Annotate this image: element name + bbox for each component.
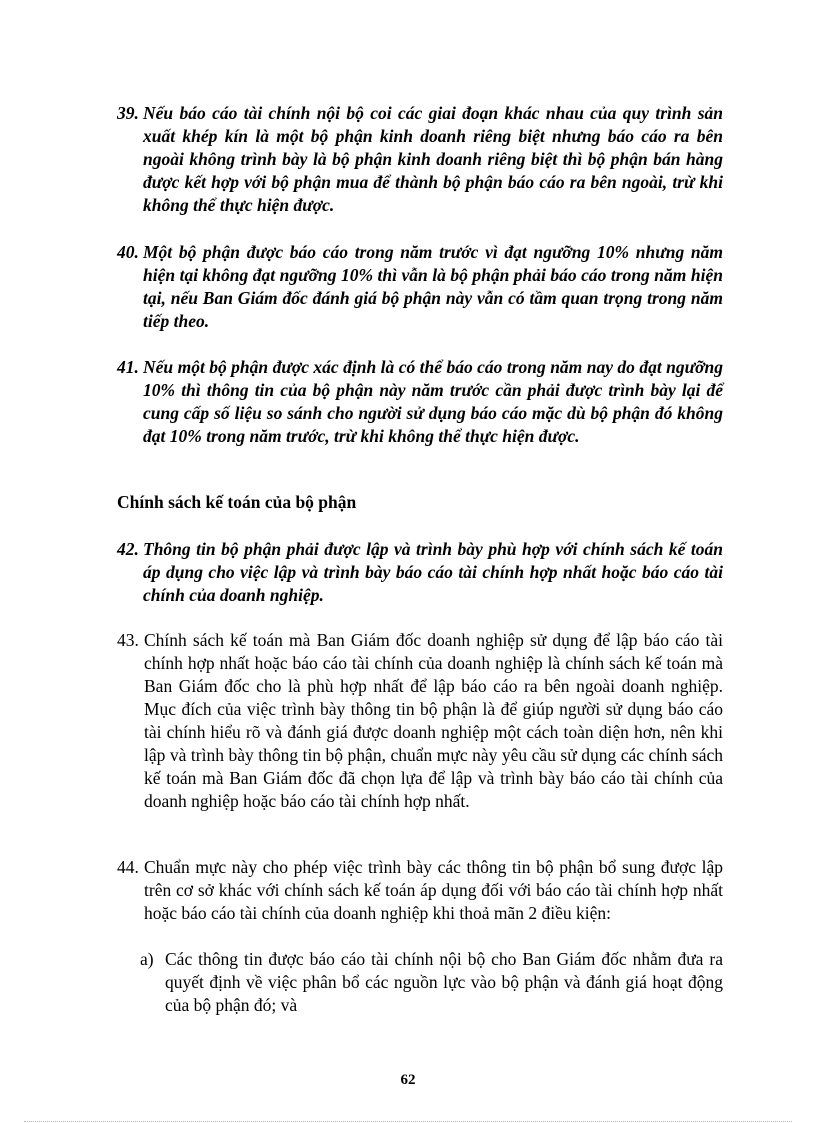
paragraph-number: 44. bbox=[117, 857, 139, 877]
paragraph-number: 40. bbox=[117, 242, 139, 262]
page-number: 62 bbox=[400, 1072, 416, 1088]
paragraph-41 bbox=[117, 356, 723, 448]
paragraph-text: Chính sách kế toán mà Ban Giám đốc doanh nghiệp sử dụng để lập báo cáo tài chính hợp nhất hoặc báo cáo tài chính của doanh nghiệp là chính sách kế toán mà Ban Giám đốc cho là phù hợp nhất để lập báo cáo ra bên ngoài doanh nghiệp. Mục đích của việc trình bày thông tin bộ phận là để giúp người sử dụng báo cáo tài chính hiểu rõ và đánh giá được doanh nghiệp một cách toàn diện hơn, nên khi lập và trình bày thông tin bộ phận, chuẩn mực này yêu cầu sử dụng các chính sách kế toán mà Ban Giám đốc đã chọn lựa để lập và trình bày báo cáo tài chính của doanh nghiệp hoặc báo cáo tài chính hợp nhất. bbox=[144, 630, 723, 811]
paragraph-number: a) bbox=[140, 949, 154, 969]
paragraph-39 bbox=[117, 102, 723, 217]
paragraph-number: 41. bbox=[117, 357, 139, 377]
paragraph-42 bbox=[117, 538, 723, 607]
paragraph-number: 42. bbox=[117, 539, 139, 559]
paragraph-number: 39. bbox=[117, 103, 139, 123]
paragraph-text: Nếu báo cáo tài chính nội bộ coi các giai đoạn khác nhau của quy trình sản xuất khép kín là một bộ phận kinh doanh riêng biệt nhưng báo cáo ra bên ngoài không trình bày là bộ phận kinh doanh riêng biệt thì bộ phận bán hàng được kết hợp với bộ phận mua để thành bộ phận báo cáo ra bên ngoài, trừ khi không thể thực hiện được. bbox=[143, 103, 723, 215]
paragraph-43 bbox=[117, 629, 723, 813]
footer-divider bbox=[24, 1121, 792, 1122]
section-heading: Chính sách kế toán của bộ phận bbox=[117, 492, 357, 512]
paragraph-a bbox=[140, 948, 723, 1017]
paragraph-text: Các thông tin được báo cáo tài chính nội bộ cho Ban Giám đốc nhằm đưa ra quyết định về việc phân bổ các nguồn lực vào bộ phận và đánh giá hoạt động của bộ phận đó; và bbox=[165, 949, 723, 1015]
paragraph-text: Một bộ phận được báo cáo trong năm trước vì đạt ngưỡng 10% nhưng năm hiện tại không đạt ngưỡng 10% thì vẫn là bộ phận phải báo cáo trong năm hiện tại, nếu Ban Giám đốc đánh giá bộ phận này vẫn có tầm quan trọng trong năm tiếp theo. bbox=[143, 242, 723, 331]
paragraph-text: Thông tin bộ phận phải được lập và trình bày phù hợp với chính sách kế toán áp dụng cho việc lập và trình bày báo cáo tài chính hợp nhất hoặc báo cáo tài chính của doanh nghiệp. bbox=[143, 539, 723, 605]
paragraph-40 bbox=[117, 241, 723, 333]
paragraph-text: Nếu một bộ phận được xác định là có thể báo cáo trong năm nay do đạt ngưỡng 10% thì thông tin của bộ phận này năm trước cần phải được trình bày lại để cung cấp số liệu so sánh cho người sử dụng báo cáo mặc dù bộ phận đó không đạt 10% trong năm trước, trừ khi không thể thực hiện được. bbox=[143, 357, 723, 446]
paragraph-44 bbox=[117, 856, 723, 925]
paragraph-text: Chuẩn mực này cho phép việc trình bày các thông tin bộ phận bổ sung được lập trên cơ sở khác với chính sách kế toán áp dụng đối với báo cáo tài chính hợp nhất hoặc báo cáo tài chính của doanh nghiệp khi thoả mãn 2 điều kiện: bbox=[144, 857, 723, 923]
paragraph-number: 43. bbox=[117, 630, 139, 650]
